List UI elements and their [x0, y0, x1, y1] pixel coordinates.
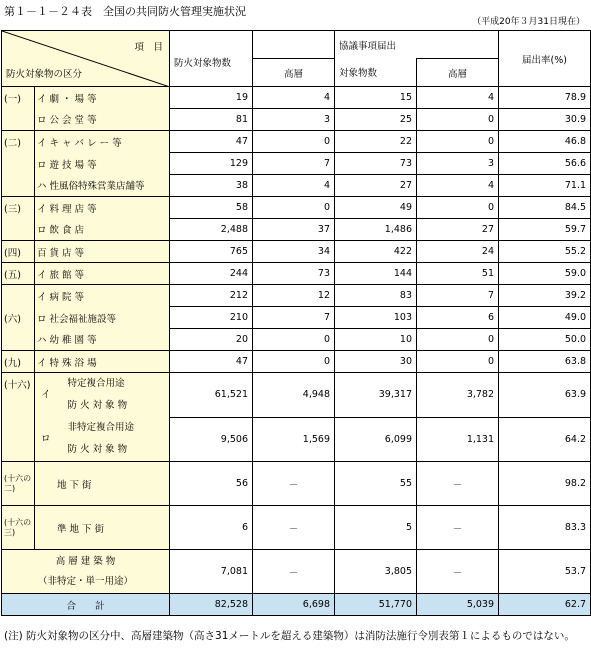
table-title: 第１－１－２４表 全国の共同防火管理実施状況	[4, 5, 246, 18]
cell-agreement-objects: 49	[335, 197, 417, 219]
header-blank	[253, 31, 335, 59]
table-row	[2, 87, 591, 109]
group-label: (一)	[2, 87, 35, 109]
cell-high-rise: 0	[253, 351, 335, 373]
cell-agreement-high-rise: 5,039	[417, 594, 499, 616]
cell-high-rise: 0	[253, 197, 335, 219]
cell-high-rise: 6,698	[253, 594, 335, 616]
cell-agreement-objects: 3,805	[335, 550, 417, 594]
cell-high-rise: 1,569	[253, 417, 335, 462]
row-label: イ 料 理 店 等	[35, 197, 170, 219]
as-of-date: （平成20年３月31日現在）	[472, 17, 585, 27]
header-objects: 防火対象物数	[170, 31, 253, 87]
header-agreement-objects: 対象物数	[335, 59, 417, 87]
cell-agreement-high-rise: 3	[417, 153, 499, 175]
cell-agreement-objects: 103	[335, 307, 417, 329]
group-label: (十六)	[2, 373, 35, 462]
cell-objects: 58	[170, 197, 253, 219]
cell-objects: 244	[170, 263, 253, 285]
cell-agreement-high-rise: 0	[417, 329, 499, 351]
cell-objects: 20	[170, 329, 253, 351]
table-row	[2, 307, 591, 329]
row-label: イ キ ャ バ レ ー 等	[35, 131, 170, 153]
table-row	[2, 329, 591, 351]
row-label	[2, 550, 170, 594]
row-label-line2: 防 火 対 象 物	[67, 400, 128, 411]
cell-objects: 129	[170, 153, 253, 175]
cell-rate: 49.0	[499, 307, 591, 329]
group-label	[2, 175, 35, 197]
cell-high-rise: 7	[253, 153, 335, 175]
cell-agreement-objects: 25	[335, 109, 417, 131]
cell-objects: 2,488	[170, 219, 253, 241]
cell-high-rise: 0	[253, 131, 335, 153]
group-label	[2, 329, 35, 351]
cell-agreement-objects: 83	[335, 285, 417, 307]
cell-rate: 71.1	[499, 175, 591, 197]
cell-rate: 63.8	[499, 351, 591, 373]
group-label	[2, 153, 35, 175]
header-agreement-high-rise: 高層	[417, 59, 499, 87]
row-sub-label: ロ	[41, 433, 51, 445]
cell-high-rise: 37	[253, 219, 335, 241]
cell-agreement-objects: 15	[335, 87, 417, 109]
cell-agreement-high-rise: 51	[417, 263, 499, 285]
row-label: イ 特 殊 浴 場	[35, 351, 170, 373]
cell-objects: 19	[170, 87, 253, 109]
cell-agreement-high-rise: 0	[417, 351, 499, 373]
row-label: ハ 幼 稚 園 等	[35, 329, 170, 351]
cell-agreement-high-rise: －	[417, 506, 499, 550]
group-label	[2, 285, 35, 307]
group-label: (六)	[2, 307, 35, 329]
group-label	[2, 109, 35, 131]
table-row	[2, 506, 591, 550]
row-label-line1: 非特定複合用途	[67, 422, 135, 433]
table-row	[2, 373, 591, 418]
cell-objects: 61,521	[170, 373, 253, 418]
cell-rate: 50.0	[499, 329, 591, 351]
table-row	[2, 550, 591, 594]
cell-objects: 765	[170, 241, 253, 263]
cell-objects: 38	[170, 175, 253, 197]
total-label: 合 計	[2, 594, 170, 616]
row-sub-label: イ	[41, 389, 51, 401]
cell-agreement-objects: 6,099	[335, 417, 417, 462]
cell-agreement-high-rise: －	[417, 462, 499, 506]
cell-agreement-objects: 1,486	[335, 219, 417, 241]
cell-agreement-high-rise: 3,782	[417, 373, 499, 418]
cell-agreement-objects: 30	[335, 351, 417, 373]
header-diagonal-cell	[2, 31, 170, 87]
cell-high-rise: 4,948	[253, 373, 335, 418]
cell-high-rise: 34	[253, 241, 335, 263]
cell-agreement-high-rise: 4	[417, 175, 499, 197]
cell-high-rise: 0	[253, 329, 335, 351]
cell-rate: 63.9	[499, 373, 591, 418]
row-label: イ 劇 ・ 場 等	[35, 87, 170, 109]
cell-objects: 212	[170, 285, 253, 307]
cell-agreement-high-rise: －	[417, 550, 499, 594]
cell-high-rise: －	[253, 462, 335, 506]
row-label: ロ 社会福祉施設等	[35, 307, 170, 329]
cell-objects: 6	[170, 506, 253, 550]
group-label: (四)	[2, 241, 35, 263]
cell-high-rise: －	[253, 550, 335, 594]
table-row	[2, 109, 591, 131]
cell-high-rise: 12	[253, 285, 335, 307]
row-label-line1: 特定複合用途	[67, 378, 125, 389]
cell-agreement-high-rise: 0	[417, 131, 499, 153]
cell-agreement-high-rise: 4	[417, 87, 499, 109]
cell-objects: 47	[170, 131, 253, 153]
row-label: 地 下 街	[35, 462, 170, 506]
table-row	[2, 153, 591, 175]
cell-rate: 64.2	[499, 417, 591, 462]
cell-high-rise: 3	[253, 109, 335, 131]
cell-high-rise: 73	[253, 263, 335, 285]
cell-agreement-high-rise: 1,131	[417, 417, 499, 462]
table-row	[2, 197, 591, 219]
table-row	[2, 351, 591, 373]
row-label: ハ 性風俗特殊営業店舗等	[35, 175, 170, 197]
cell-agreement-objects: 27	[335, 175, 417, 197]
group-label: (二)	[2, 131, 35, 153]
table-row	[2, 462, 591, 506]
cell-rate: 53.7	[499, 550, 591, 594]
cell-objects: 81	[170, 109, 253, 131]
header-rate: 届出率(%)	[499, 31, 591, 87]
cell-high-rise: 4	[253, 175, 335, 197]
cell-agreement-high-rise: 27	[417, 219, 499, 241]
cell-agreement-objects: 39,317	[335, 373, 417, 418]
header-agreement-group: 協議事項届出	[335, 31, 499, 59]
group-label: (十六の三)	[2, 506, 35, 550]
cell-agreement-objects: 422	[335, 241, 417, 263]
cell-objects: 9,506	[170, 417, 253, 462]
cell-agreement-high-rise: 6	[417, 307, 499, 329]
cell-rate: 56.6	[499, 153, 591, 175]
cell-agreement-high-rise: 0	[417, 109, 499, 131]
group-label: (五)	[2, 263, 35, 285]
row-label: 百 貨 店 等	[35, 241, 170, 263]
row-label: イ 旅 館 等	[35, 263, 170, 285]
cell-agreement-high-rise: 0	[417, 197, 499, 219]
cell-agreement-objects: 10	[335, 329, 417, 351]
cell-agreement-objects: 55	[335, 462, 417, 506]
cell-rate: 83.3	[499, 506, 591, 550]
table-row	[2, 285, 591, 307]
row-label	[35, 373, 170, 418]
cell-agreement-objects: 73	[335, 153, 417, 175]
cell-objects: 7,081	[170, 550, 253, 594]
row-label-line1: 高 層 建 築 物	[55, 555, 116, 567]
cell-rate: 78.9	[499, 87, 591, 109]
table-row	[2, 131, 591, 153]
cell-high-rise: 4	[253, 87, 335, 109]
cell-agreement-objects: 5	[335, 506, 417, 550]
cell-rate: 84.5	[499, 197, 591, 219]
cell-high-rise: 7	[253, 307, 335, 329]
cell-objects: 56	[170, 462, 253, 506]
cell-rate: 55.2	[499, 241, 591, 263]
cell-objects: 82,528	[170, 594, 253, 616]
cell-rate: 46.8	[499, 131, 591, 153]
group-label: (九)	[2, 351, 35, 373]
cell-agreement-objects: 22	[335, 131, 417, 153]
header-high-rise: 高層	[253, 59, 335, 87]
row-label-line2: （非特定・単一用途）	[37, 575, 133, 587]
row-label: ロ 公 会 堂 等	[35, 109, 170, 131]
cell-objects: 210	[170, 307, 253, 329]
group-label: (十六の二)	[2, 462, 35, 506]
cell-objects: 47	[170, 351, 253, 373]
table-row	[2, 241, 591, 263]
row-label: ロ 飲 食 店	[35, 219, 170, 241]
row-label: 準 地 下 街	[35, 506, 170, 550]
fire-management-table	[1, 30, 591, 616]
cell-high-rise: －	[253, 506, 335, 550]
group-label	[2, 219, 35, 241]
row-label: イ 病 院 等	[35, 285, 170, 307]
cell-rate: 59.0	[499, 263, 591, 285]
cell-rate: 62.7	[499, 594, 591, 616]
table-row	[2, 175, 591, 197]
cell-agreement-high-rise: 24	[417, 241, 499, 263]
row-label	[35, 417, 170, 462]
table-row	[2, 219, 591, 241]
footnote: (注) 防火対象物の区分中、高層建築物（高さ31メートルを超える建築物）は消防法施行令別表第１によるものではない。	[4, 630, 575, 642]
cell-agreement-objects: 144	[335, 263, 417, 285]
table-row	[2, 417, 591, 462]
table-row	[2, 263, 591, 285]
cell-rate: 39.2	[499, 285, 591, 307]
row-label-line2: 防 火 対 象 物	[67, 444, 128, 455]
total-row	[2, 594, 591, 616]
cell-rate: 59.7	[499, 219, 591, 241]
row-label: ロ 遊 技 場 等	[35, 153, 170, 175]
cell-rate: 30.9	[499, 109, 591, 131]
cell-rate: 98.2	[499, 462, 591, 506]
cell-agreement-high-rise: 7	[417, 285, 499, 307]
group-label: (三)	[2, 197, 35, 219]
cell-agreement-objects: 51,770	[335, 594, 417, 616]
header-item: 項 目	[134, 42, 163, 53]
header-classification: 防火対象物の区分	[6, 69, 83, 80]
